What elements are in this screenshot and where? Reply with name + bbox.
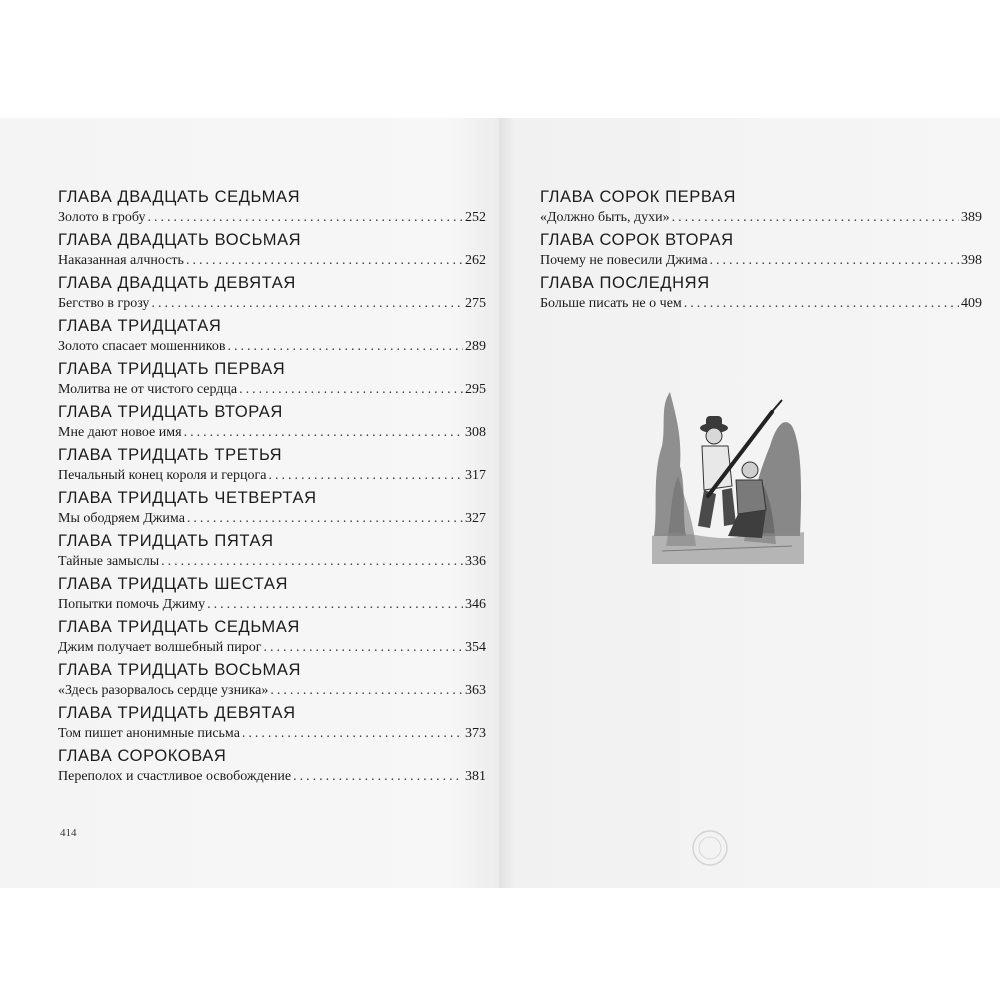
chapter-title-row bbox=[58, 509, 486, 530]
chapter-heading: ГЛАВА ТРИДЦАТЬ ПЕРВАЯ bbox=[58, 360, 286, 378]
chapter-title: Молитва не от чистого сердца bbox=[58, 382, 238, 397]
chapter-page-number: 363 bbox=[465, 683, 486, 698]
chapter-heading: ГЛАВА ТРИДЦАТАЯ bbox=[58, 317, 222, 335]
dot-leader bbox=[270, 681, 463, 701]
toc-entry bbox=[540, 272, 982, 315]
chapter-page-number: 289 bbox=[465, 339, 486, 354]
toc-entry bbox=[58, 702, 486, 745]
boy-with-hat bbox=[698, 416, 736, 528]
chapter-page-number: 308 bbox=[465, 425, 486, 440]
chapter-title: Почему не повесили Джима bbox=[540, 253, 708, 268]
chapter-title-row bbox=[58, 681, 486, 702]
chapter-title-row bbox=[58, 337, 486, 358]
chapter-page-number: 317 bbox=[465, 468, 486, 483]
toc-entry bbox=[58, 272, 486, 315]
dot-leader bbox=[151, 294, 463, 314]
chapter-page-number: 275 bbox=[465, 296, 486, 311]
dot-leader bbox=[207, 595, 463, 615]
toc-entry bbox=[58, 573, 486, 616]
faint-emblem-icon bbox=[690, 828, 730, 868]
dot-leader bbox=[184, 423, 463, 443]
dot-leader bbox=[684, 294, 959, 314]
chapter-heading: ГЛАВА ТРИДЦАТЬ ПЯТАЯ bbox=[58, 532, 274, 550]
chapter-heading: ГЛАВА ТРИДЦАТЬ ДЕВЯТАЯ bbox=[58, 704, 296, 722]
chapter-heading: ГЛАВА ТРИДЦАТЬ ТРЕТЬЯ bbox=[58, 446, 283, 464]
chapter-heading: ГЛАВА ДВАДЦАТЬ ДЕВЯТАЯ bbox=[58, 274, 296, 292]
toc-entry bbox=[58, 659, 486, 702]
chapter-heading: ГЛАВА СОРОКОВАЯ bbox=[58, 747, 227, 765]
chapter-title: Джим получает волшебный пирог bbox=[58, 640, 262, 655]
chapter-page-number: 389 bbox=[961, 210, 982, 225]
dot-leader bbox=[186, 251, 463, 271]
dot-leader bbox=[293, 767, 463, 787]
toc-entry bbox=[58, 315, 486, 358]
chapter-page-number: 336 bbox=[465, 554, 486, 569]
page-number: 414 bbox=[60, 827, 77, 839]
chapter-page-number: 381 bbox=[465, 769, 486, 784]
dot-leader bbox=[242, 724, 463, 744]
toc-entry bbox=[58, 229, 486, 272]
dot-leader bbox=[264, 638, 463, 658]
right-page-toc bbox=[540, 186, 982, 315]
chapter-heading: ГЛАВА ПОСЛЕДНЯЯ bbox=[540, 274, 710, 292]
chapter-title: Переполох и счастливое освобождение bbox=[58, 769, 292, 784]
toc-entry bbox=[540, 229, 982, 272]
toc-entry bbox=[58, 487, 486, 530]
chapter-page-number: 346 bbox=[465, 597, 486, 612]
chapter-heading: ГЛАВА ТРИДЦАТЬ ШЕСТАЯ bbox=[58, 575, 288, 593]
chapter-title-row bbox=[58, 767, 486, 788]
toc-entry bbox=[58, 444, 486, 487]
chapter-title-row bbox=[58, 423, 486, 444]
chapter-heading: ГЛАВА ТРИДЦАТЬ СЕДЬМАЯ bbox=[58, 618, 300, 636]
chapter-title: «Здесь разорвалось сердце узника» bbox=[58, 683, 269, 698]
chapter-page-number: 409 bbox=[961, 296, 982, 311]
chapter-title: Печальный конец короля и герцога bbox=[58, 468, 267, 483]
chapter-heading: ГЛАВА ТРИДЦАТЬ ЧЕТВЕРТАЯ bbox=[58, 489, 317, 507]
chapter-heading: ГЛАВА ТРИДЦАТЬ ВОСЬМАЯ bbox=[58, 661, 301, 679]
chapter-title-row bbox=[540, 294, 982, 315]
ground bbox=[652, 532, 804, 564]
chapter-page-number: 373 bbox=[465, 726, 486, 741]
chapter-page-number: 354 bbox=[465, 640, 486, 655]
dot-leader bbox=[268, 466, 463, 486]
chapter-title-row bbox=[58, 251, 486, 272]
chapter-title: Бегство в грозу bbox=[58, 296, 150, 311]
chapter-title: Тайные замыслы bbox=[58, 554, 160, 569]
chapter-title-row bbox=[540, 208, 982, 229]
chapter-title-row bbox=[58, 724, 486, 745]
chapter-title: Золото в гробу bbox=[58, 210, 146, 225]
dot-leader bbox=[187, 509, 463, 529]
dot-leader bbox=[710, 251, 959, 271]
chapter-heading: ГЛАВА СОРОК ВТОРАЯ bbox=[540, 231, 734, 249]
chapter-title-row bbox=[58, 466, 486, 487]
chapter-title: Наказанная алчность bbox=[58, 253, 184, 268]
dot-leader bbox=[239, 380, 463, 400]
chapter-title: «Должно быть, духи» bbox=[540, 210, 670, 225]
chapter-title: Том пишет анонимные письма bbox=[58, 726, 240, 741]
chapter-title-row bbox=[58, 380, 486, 401]
dot-leader bbox=[227, 337, 463, 357]
chapter-title-row bbox=[540, 251, 982, 272]
left-page-toc bbox=[58, 186, 486, 788]
chapter-title: Попытки помочь Джиму bbox=[58, 597, 206, 612]
toc-entry bbox=[58, 358, 486, 401]
toc-entry bbox=[58, 616, 486, 659]
chapter-heading: ГЛАВА СОРОК ПЕРВАЯ bbox=[540, 188, 736, 206]
boys-with-rifle-in-bushes-illustration bbox=[652, 386, 804, 564]
chapter-page-number: 252 bbox=[465, 210, 486, 225]
toc-entry bbox=[58, 401, 486, 444]
toc-entry bbox=[58, 186, 486, 229]
chapter-title: Больше писать не о чем bbox=[540, 296, 682, 311]
chapter-title: Золото спасает мошенников bbox=[58, 339, 226, 354]
chapter-title-row bbox=[58, 294, 486, 315]
dot-leader bbox=[161, 552, 463, 572]
chapter-title-row bbox=[58, 595, 486, 616]
bushes-left bbox=[654, 392, 696, 546]
chapter-heading: ГЛАВА ТРИДЦАТЬ ВТОРАЯ bbox=[58, 403, 283, 421]
chapter-heading: ГЛАВА ДВАДЦАТЬ СЕДЬМАЯ bbox=[58, 188, 301, 206]
chapter-page-number: 398 bbox=[961, 253, 982, 268]
chapter-title-row bbox=[58, 638, 486, 659]
dot-leader bbox=[148, 208, 463, 228]
chapter-title-row bbox=[58, 552, 486, 573]
toc-entry bbox=[58, 530, 486, 573]
toc-entry bbox=[58, 745, 486, 788]
toc-entry bbox=[540, 186, 982, 229]
chapter-title: Мне дают новое имя bbox=[58, 425, 182, 440]
chapter-page-number: 295 bbox=[465, 382, 486, 397]
chapter-title-row bbox=[58, 208, 486, 229]
dot-leader bbox=[672, 208, 959, 228]
chapter-title: Мы ободряем Джима bbox=[58, 511, 185, 526]
chapter-heading: ГЛАВА ДВАДЦАТЬ ВОСЬМАЯ bbox=[58, 231, 302, 249]
chapter-page-number: 262 bbox=[465, 253, 486, 268]
chapter-page-number: 327 bbox=[465, 511, 486, 526]
